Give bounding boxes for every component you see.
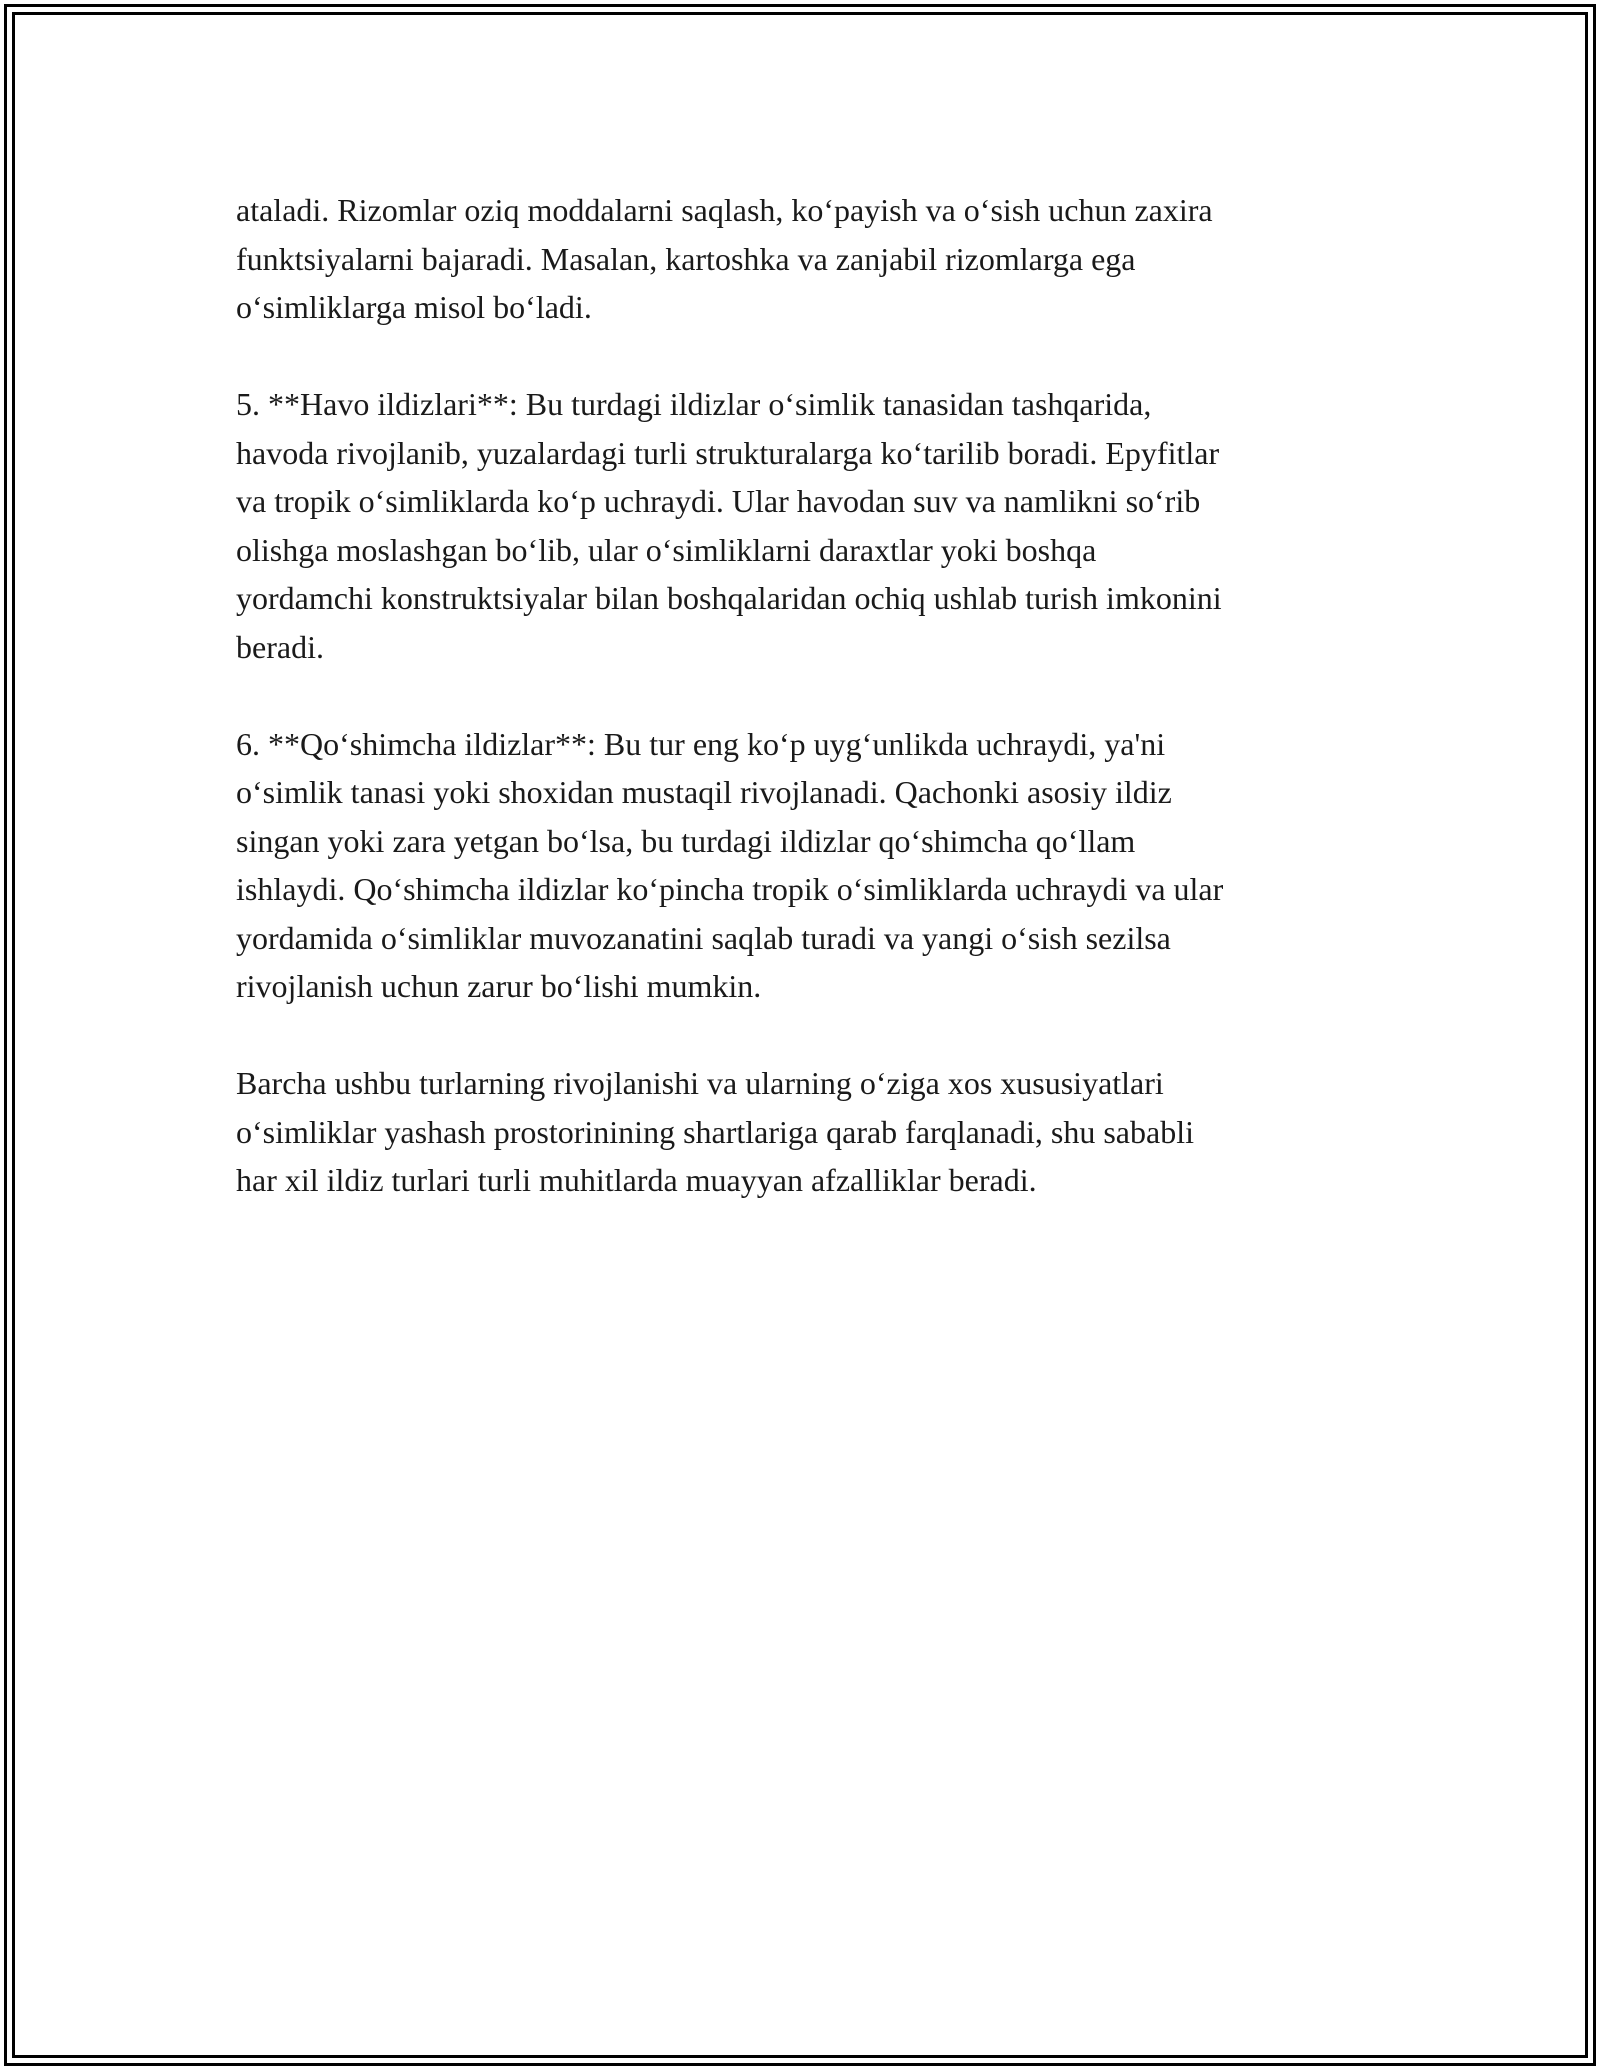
- text-line: 6. **Qo‘shimcha ildizlar**: Bu tur eng ko‘p uyg‘unlikda uchraydi, ya'ni: [236, 725, 1166, 762]
- text-line: beradi.: [236, 628, 324, 665]
- text-line: rivojlanish uchun zarur bo‘lishi mumkin.: [236, 968, 762, 1004]
- text-line: yordamchi konstruktsiyalar bilan boshqalaridan ochiq ushlab turish imkonini: [236, 580, 1222, 616]
- text-line: olishga moslashgan bo‘lib, ular o‘simliklarni daraxtlar yoki boshqa: [236, 531, 1097, 568]
- text-line: ataladi. Rizomlar oziq moddalarni saqlash, ko‘payish va o‘sish uchun zaxira: [236, 192, 1213, 228]
- text-line: o‘simliklar yashash prostorinining shartlariga qarab farqlanadi, shu sababli: [236, 1113, 1194, 1150]
- text-line: havoda rivojlanib, yuzalardagi turli strukturalarga ko‘tarilib boradi. Epyfitlar: [236, 434, 1220, 471]
- text-line: 5. **Havo ildizlari**: Bu turdagi ildizlar o‘simlik tanasidan tashqarida,: [236, 386, 1152, 422]
- text-line: ishlaydi. Qo‘shimcha ildizlar ko‘pincha tropik o‘simliklarda uchraydi va ular: [236, 871, 1224, 907]
- text-line: har xil ildiz turlari turli muhitlarda muayyan afzalliklar beradi.: [236, 1162, 1037, 1198]
- text-line: o‘simliklarga misol bo‘ladi.: [236, 289, 592, 325]
- text-line: singan yoki zara yetgan bo‘lsa, bu turdagi ildizlar qo‘shimcha qo‘llam: [236, 822, 1136, 859]
- document-body: [236, 186, 1386, 1253]
- text-line: Barcha ushbu turlarning rivojlanishi va ularning o‘ziga xos xususiyatlari: [236, 1065, 1164, 1101]
- text-line: funktsiyalarni bajaradi. Masalan, kartoshka va zanjabil rizomlarga ega: [236, 240, 1136, 277]
- text-line: va tropik o‘simliklarda ko‘p uchraydi. Ular havodan suv va namlikni so‘rib: [236, 483, 1201, 519]
- text-line: yordamida o‘simliklar muvozanatini saqlab turadi va yangi o‘sish sezilsa: [236, 919, 1171, 956]
- paragraph-xulosa: [236, 1059, 1386, 1205]
- paragraph-rizomlar: [236, 186, 1386, 332]
- text-line: o‘simlik tanasi yoki shoxidan mustaqil rivojlanadi. Qachonki asosiy ildiz: [236, 774, 1172, 810]
- paragraph-qoshimcha-ildizlar: [236, 720, 1386, 1011]
- paragraph-havo-ildizlari: [236, 380, 1386, 671]
